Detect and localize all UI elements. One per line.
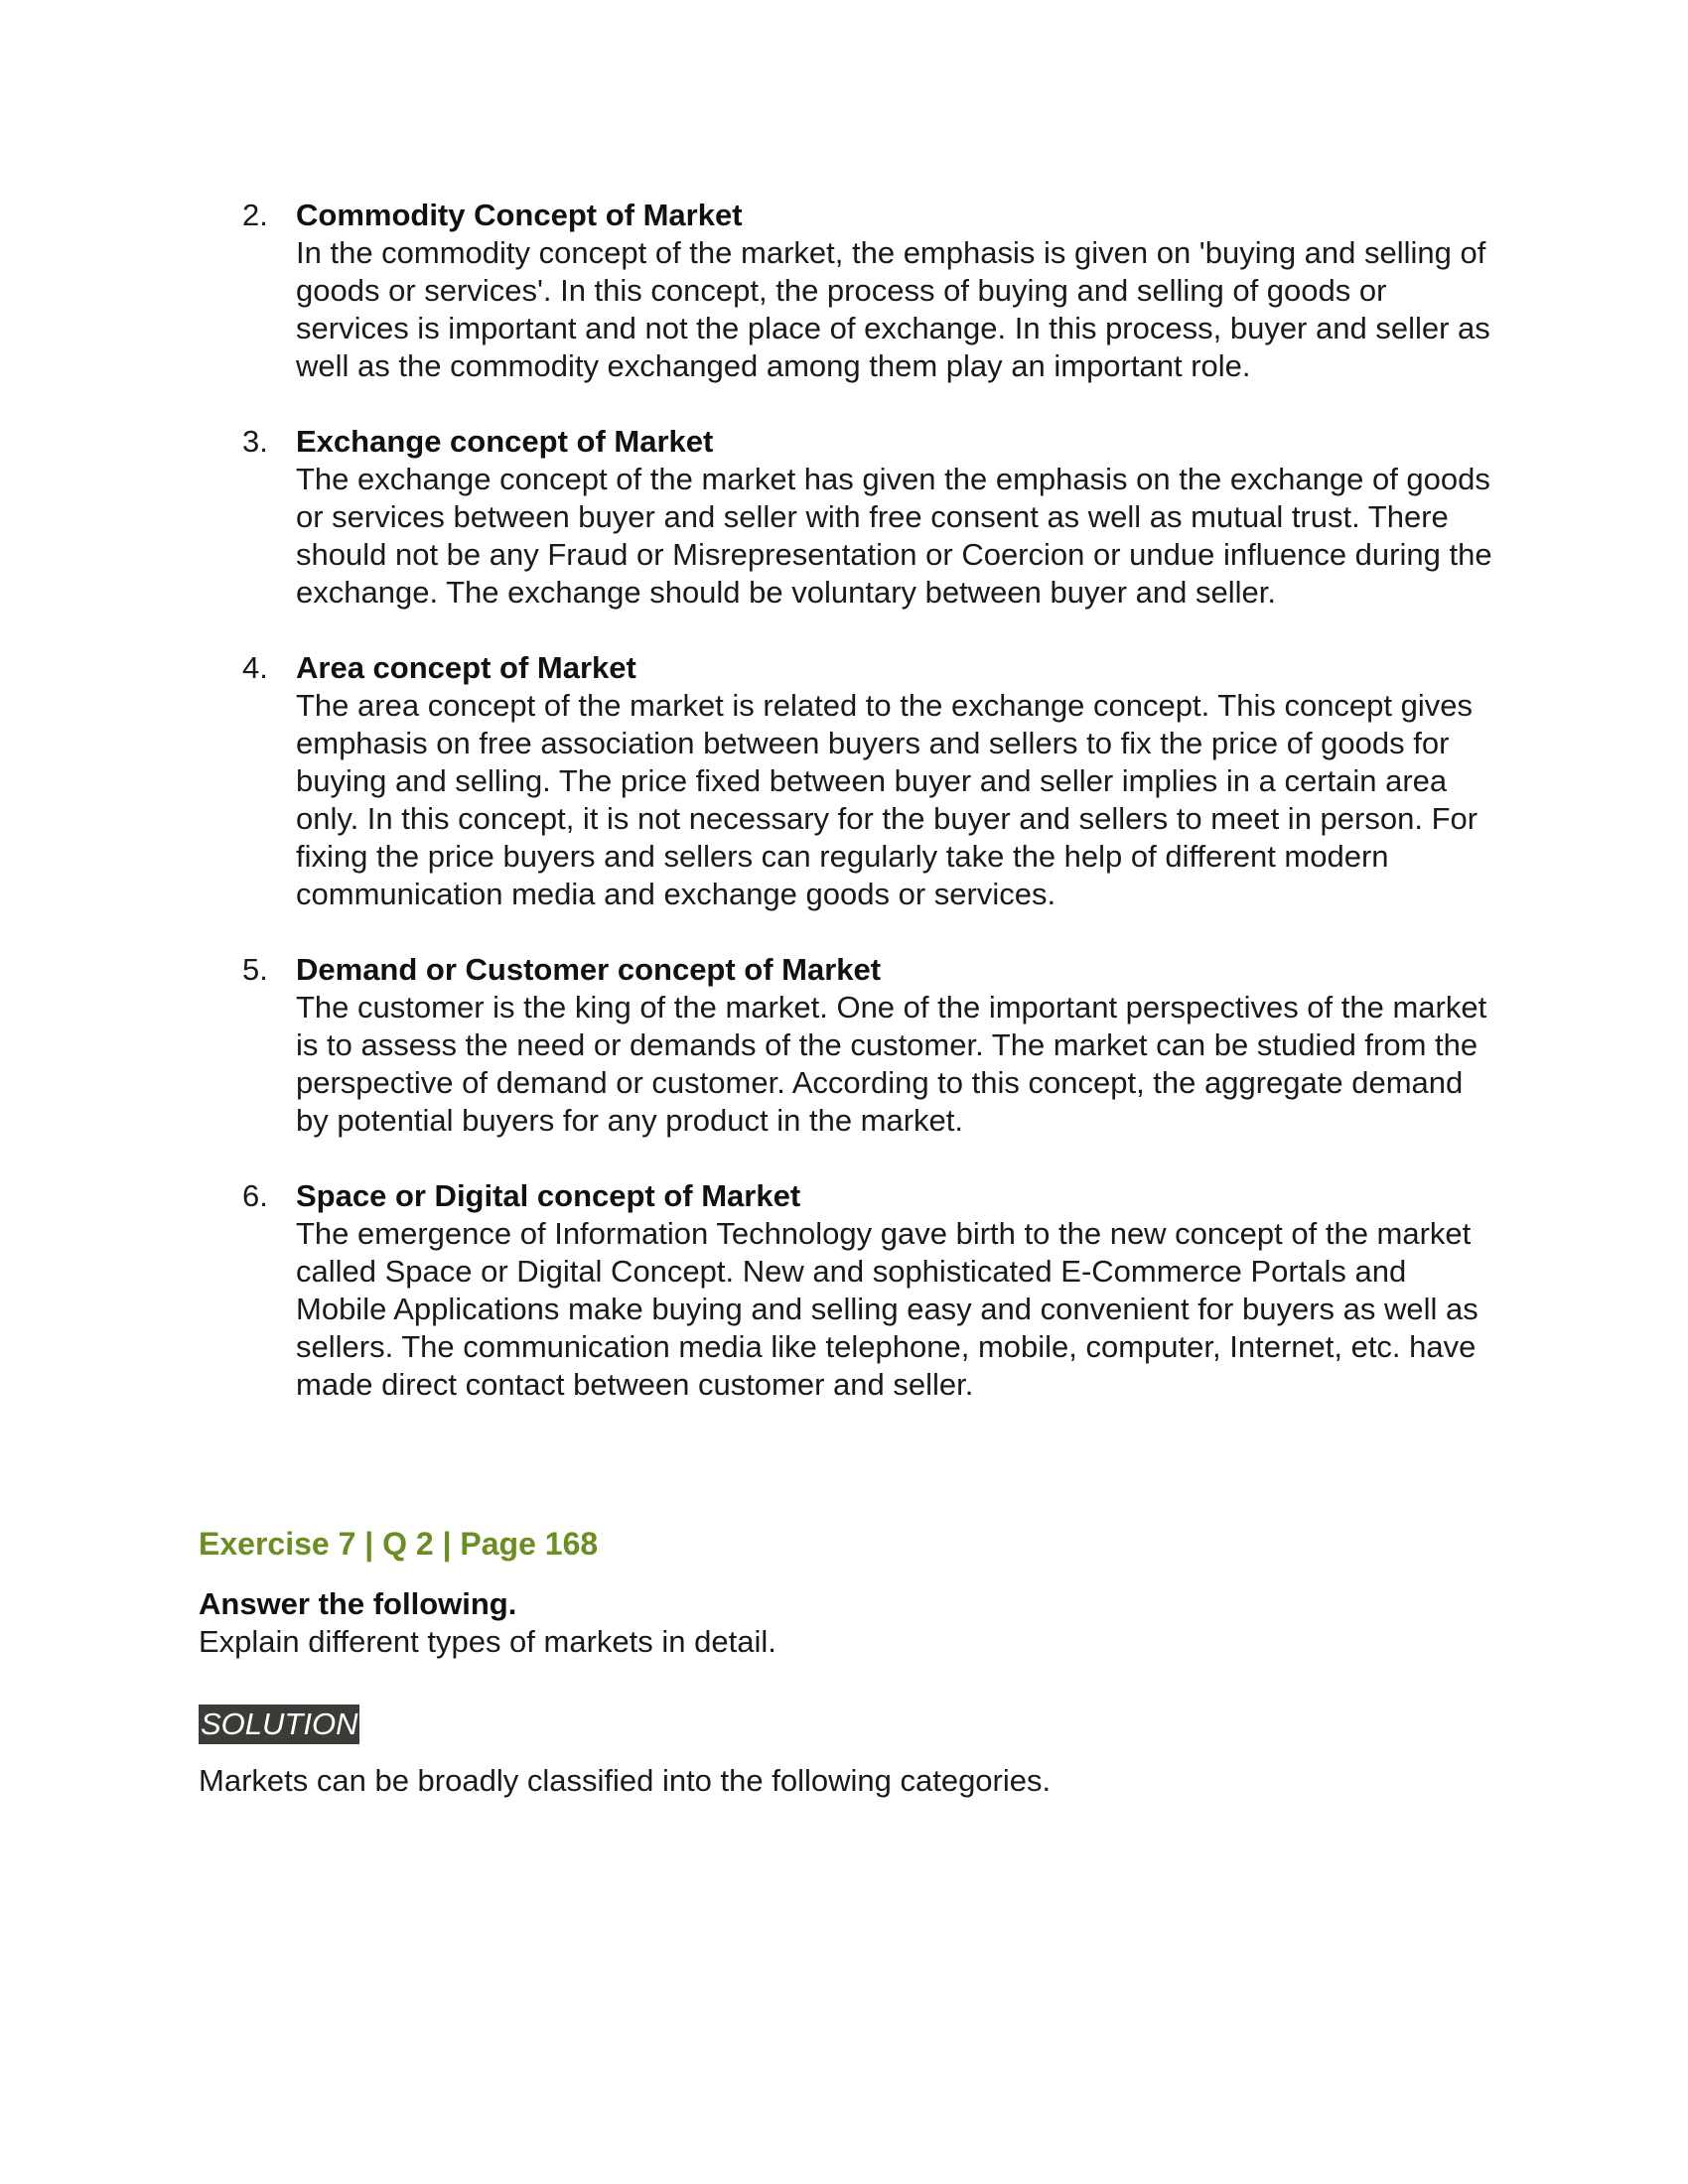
concept-title: Space or Digital concept of Market [296,1178,801,1213]
concept-number: 6. [242,1178,268,1213]
concept-number: 2. [242,198,268,232]
concept-item-digital [242,1177,1503,1404]
concept-title: Demand or Customer concept of Market [296,952,882,987]
concept-item-exchange [242,423,1503,612]
concept-list [242,197,1503,1441]
concept-title: Commodity Concept of Market [296,198,743,232]
concept-item-commodity [242,197,1503,385]
exercise-heading: Exercise 7 | Q 2 | Page 168 [199,1526,599,1562]
concept-body: The emergence of Information Technology gave birth to the new concept of the market called Space or Digital Concept. New and sophisticated E-Commerce Portals and Mobile Applications make buying and selling easy and convenient for buyers as well as sellers. The communication media like telephone, mobile, computer, Internet, etc. have made direct contact between customer and seller. [296,1216,1478,1402]
question-label: Answer the following. [199,1586,517,1621]
concept-body: The customer is the king of the market. One of the important perspectives of the market is to assess the need or demands of the customer. The market can be studied from the perspective of demand or customer. According to this concept, the aggregate demand by potential buyers for any product in the market. [296,990,1487,1138]
concept-title: Area concept of Market [296,650,636,685]
concept-item-area [242,649,1503,913]
concept-body: In the commodity concept of the market, the emphasis is given on 'buying and selling of goods or services'. In this concept, the process of buying and selling of goods or services is important and not the place of exchange. In this process, buyer and seller as well as the commodity exchanged among them play an important role. [296,235,1490,383]
concept-number: 3. [242,424,268,459]
concept-item-demand [242,951,1503,1140]
concept-number: 5. [242,952,268,987]
concept-body: The exchange concept of the market has given the emphasis on the exchange of goods or services between buyer and seller with free consent as well as mutual trust. There should not be any Fraud or Misrepresentation or Coercion or undue influence during the exchange. The exchange should be voluntary between buyer and seller. [296,462,1492,610]
concept-body: The area concept of the market is related to the exchange concept. This concept gives emphasis on free association between buyers and sellers to fix the price of goods for buying and selling. The price fixed between buyer and seller implies in a certain area only. In this concept, it is not necessary for the buyer and sellers to meet in person. For fixing the price buyers and sellers can regularly take the help of different modern communication media and exchange goods or services. [296,688,1478,911]
concept-title: Exchange concept of Market [296,424,714,459]
question-text: Explain different types of markets in detail. [199,1624,776,1659]
solution-badge: SOLUTION [199,1705,359,1744]
solution-text: Markets can be broadly classified into the following categories. [199,1763,1052,1798]
concept-number: 4. [242,650,268,685]
